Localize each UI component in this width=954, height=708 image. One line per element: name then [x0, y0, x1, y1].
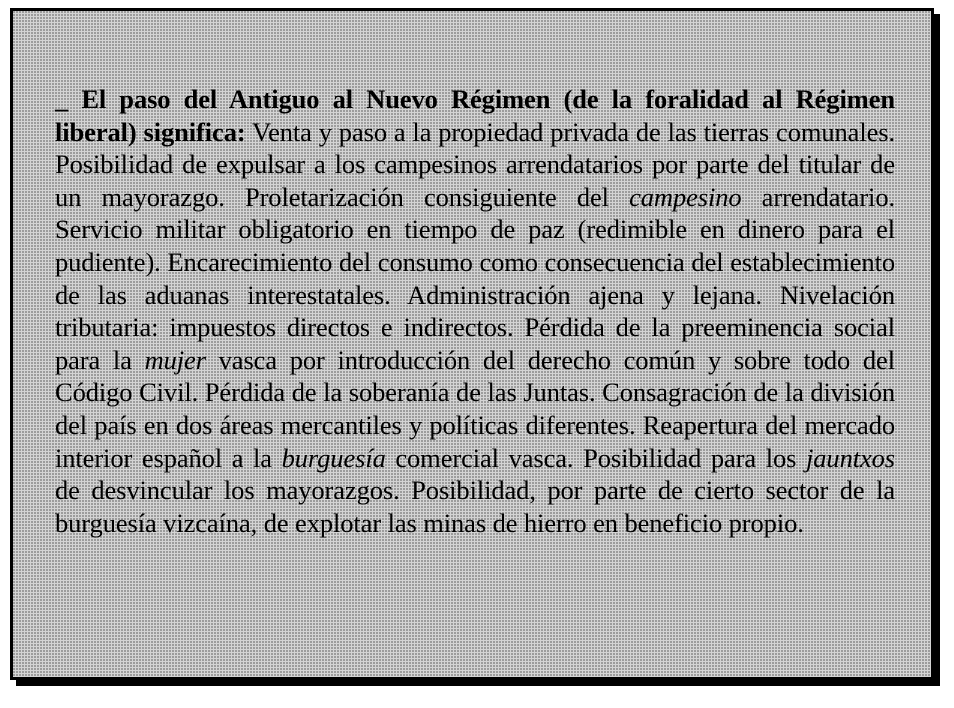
italic-term-burguesia: burguesía — [281, 442, 386, 473]
text-block — [55, 83, 895, 539]
boxed-text-frame — [10, 8, 934, 680]
text-segment: arrendatario. Servicio militar obligatorio en tiempo de paz (redimible en dinero para el pudiente). Encarecimiento del consumo como consecuencia del establecimiento de las aduanas interestatales. Administración ajena y lejana. Nivelación tributaria: impuestos directos e indirectos. Pérdida de la preeminencia social para la — [55, 181, 895, 375]
italic-term-campesino: campesino — [629, 181, 742, 212]
text-segment: vasca por introducción del derecho común y sobre todo del Código Civil. Pérdida de la soberanía de las Juntas. Consagración de la división del país en dos áreas mercantiles y políticas diferentes. Reapertura del mercado interior español a la — [55, 344, 895, 473]
text-segment: comercial vasca. Posibilidad para los — [385, 442, 806, 473]
lead-heading: El paso del Antiguo al Nuevo Régimen (de la foralidad al Régimen liberal) significa: — [55, 84, 895, 147]
paragraph — [55, 83, 895, 539]
dash-marker: _ — [55, 84, 69, 114]
italic-term-mujer: mujer — [144, 344, 206, 375]
text-segment: de desvincular los mayorazgos. Posibilidad, por parte de cierto sector de la burguesía vizcaína, de explotar las minas de hierro en beneficio propio. — [55, 475, 895, 538]
italic-term-jauntxos: jauntxos — [806, 442, 895, 473]
text-segment: Venta y paso a la propiedad privada de las tierras comunales. Posibilidad de expulsar a los campesinos arrendatarios por parte del titular de un mayorazgo. Proletarización consiguiente del — [55, 116, 895, 212]
